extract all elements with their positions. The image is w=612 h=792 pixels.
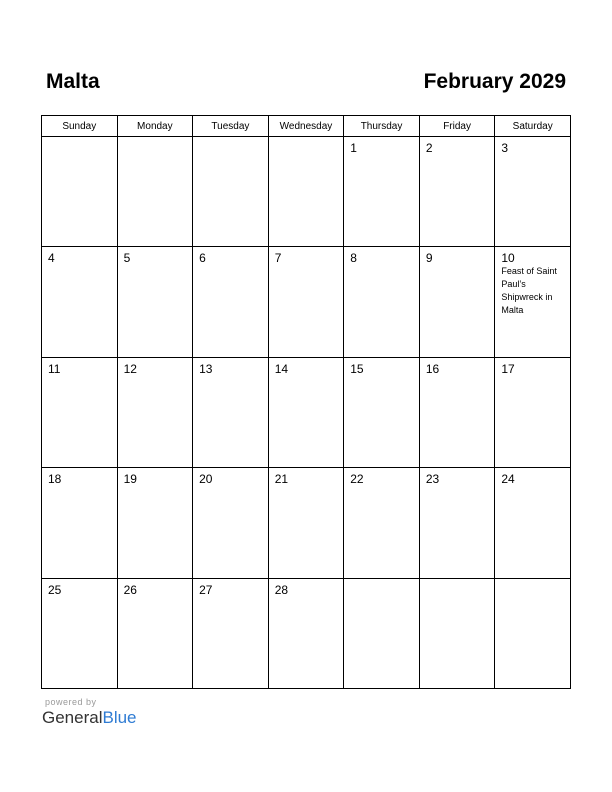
day-number: 4 (48, 251, 55, 266)
week-row (42, 357, 571, 467)
day-cell (268, 247, 344, 357)
week-row (42, 247, 571, 357)
weekday-header-row (42, 116, 571, 137)
day-number: 25 (48, 582, 62, 597)
day-number: 21 (274, 472, 289, 487)
day-cell (117, 468, 193, 578)
day-number: 6 (199, 251, 206, 266)
day-cell (117, 357, 193, 467)
holiday-event: Feast of Saint Paul’s Shipwreck in Malta (501, 266, 557, 316)
weekday-header-monday: Monday (117, 116, 193, 137)
day-number: 5 (123, 251, 131, 266)
day-cell (193, 357, 269, 467)
week-row (42, 137, 571, 247)
month-title: February 2029 (423, 70, 566, 93)
weekday-header-friday: Friday (419, 116, 495, 137)
day-cell (419, 357, 495, 467)
day-cell (117, 137, 193, 247)
day-cell (495, 137, 571, 247)
day-number: 8 (350, 251, 357, 266)
day-number: 3 (501, 141, 509, 155)
day-number: 16 (425, 361, 440, 376)
day-cell (495, 578, 571, 688)
weekday-header-sunday: Sunday (42, 116, 118, 137)
day-number: 13 (199, 361, 213, 376)
day-cell (193, 468, 269, 578)
day-number: 20 (199, 472, 213, 487)
day-cell (42, 357, 118, 467)
week-row (42, 578, 571, 688)
day-number: 1 (350, 141, 357, 155)
week-row (42, 468, 571, 578)
day-number: 12 (123, 361, 137, 376)
day-number: 7 (274, 251, 282, 266)
day-number: 24 (501, 472, 515, 487)
day-cell (193, 247, 269, 357)
day-cell (419, 468, 495, 578)
day-number: 22 (350, 472, 364, 487)
brand-blue-text: Blue (102, 708, 137, 727)
day-number: 26 (123, 582, 137, 597)
day-number: 10 (501, 251, 515, 266)
weekday-header-saturday: Saturday (495, 116, 571, 137)
day-cell (117, 578, 193, 688)
day-number: 14 (274, 361, 289, 376)
weekday-header-tuesday: Tuesday (193, 116, 269, 137)
day-cell (495, 247, 571, 357)
generalblue-brand (42, 697, 137, 728)
day-number: 19 (123, 472, 137, 487)
weekday-header-thursday: Thursday (344, 116, 420, 137)
day-number: 23 (425, 472, 440, 487)
brand-general-text: General (42, 708, 103, 727)
day-number: 27 (199, 582, 213, 597)
day-cell (495, 357, 571, 467)
day-cell (495, 468, 571, 578)
calendar-body (42, 137, 571, 689)
day-cell (268, 468, 344, 578)
day-number: 15 (350, 361, 364, 376)
country-title: Malta (46, 70, 100, 93)
day-number: 11 (48, 361, 61, 376)
calendar-grid (41, 115, 571, 689)
day-cell (344, 247, 420, 357)
day-number: 17 (501, 361, 515, 376)
day-cell (268, 357, 344, 467)
day-cell (193, 137, 269, 247)
day-cell (344, 357, 420, 467)
day-cell (344, 468, 420, 578)
day-cell (268, 578, 344, 688)
day-number: 2 (425, 141, 433, 155)
day-cell (419, 578, 495, 688)
day-cell (419, 247, 495, 357)
day-cell (419, 137, 495, 247)
day-number: 18 (48, 472, 62, 487)
day-cell (193, 578, 269, 688)
powered-by-label: powered by (45, 697, 97, 707)
weekday-header-wednesday: Wednesday (268, 116, 344, 137)
day-cell (117, 247, 193, 357)
day-cell (344, 578, 420, 688)
day-cell (42, 137, 118, 247)
day-cell (42, 578, 118, 688)
generalblue-logo (42, 708, 137, 728)
day-cell (42, 468, 118, 578)
day-cell (268, 137, 344, 247)
day-number: 9 (425, 251, 433, 266)
day-number: 28 (274, 582, 289, 597)
day-cell (42, 247, 118, 357)
day-cell (344, 137, 420, 247)
